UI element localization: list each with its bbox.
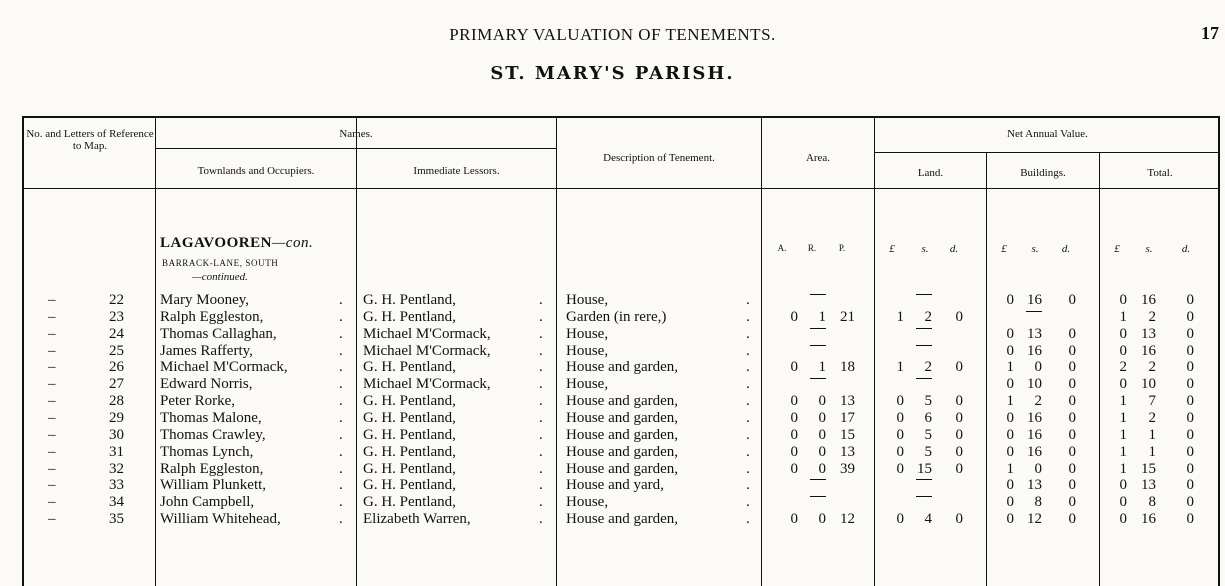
land-unit-label: s. — [921, 243, 929, 255]
row-leader-dot: . — [746, 309, 750, 325]
total-unit-label: d. — [1181, 243, 1191, 255]
total-value: 10 — [1141, 376, 1156, 392]
buildings-value: 1 — [1006, 461, 1014, 477]
lessor-name: G. H. Pentland, — [363, 359, 456, 375]
row-leader-dot: . — [539, 511, 543, 527]
total-unit-label: £ — [1114, 243, 1120, 255]
total-value: 13 — [1141, 477, 1156, 493]
row-leader-dot: . — [339, 309, 343, 325]
buildings-value: 0 — [1034, 461, 1042, 477]
land-value: 0 — [896, 410, 904, 426]
land-value: 0 — [955, 359, 963, 375]
tenement-description: House and garden, — [566, 511, 679, 527]
row-leader-dot: . — [339, 326, 343, 342]
land-value: 5 — [924, 393, 932, 409]
area-value: 15 — [840, 427, 855, 443]
land-value: 5 — [924, 427, 932, 443]
buildings-value: 1 — [1006, 359, 1014, 375]
total-value: 1 — [1148, 427, 1156, 443]
col-rule — [1099, 152, 1100, 586]
land-empty-dash — [916, 479, 932, 480]
area-value: 13 — [840, 444, 855, 460]
row-leader-dot: . — [539, 427, 543, 443]
total-value: 0 — [1119, 343, 1127, 359]
ref-column-header: No. and Letters of Reference to Map. — [26, 128, 154, 152]
row-leader-dot: . — [339, 461, 343, 477]
row-dash: – — [48, 427, 56, 443]
row-leader-dot: . — [746, 343, 750, 359]
total-value: 1 — [1119, 444, 1127, 460]
buildings-column-header: Buildings. — [1020, 167, 1066, 179]
total-value: 0 — [1119, 326, 1127, 342]
land-empty-dash — [916, 328, 932, 329]
buildings-value: 0 — [1068, 359, 1076, 375]
land-value: 0 — [955, 461, 963, 477]
row-dash: – — [48, 326, 56, 342]
townland-heading — [160, 235, 313, 251]
row-leader-dot: . — [339, 359, 343, 375]
total-value: 2 — [1148, 309, 1156, 325]
row-dash: – — [48, 292, 56, 308]
buildings-value: 13 — [1027, 477, 1042, 493]
running-title: PRIMARY VALUATION OF TENEMENTS. — [449, 25, 776, 44]
row-dash: – — [48, 511, 56, 527]
occupier-name: Thomas Malone, — [160, 410, 262, 426]
buildings-value: 0 — [1068, 292, 1076, 308]
row-leader-dot: . — [746, 477, 750, 493]
buildings-value: 0 — [1006, 444, 1014, 460]
buildings-value: 16 — [1027, 427, 1042, 443]
land-empty-dash — [916, 294, 932, 295]
total-value: 7 — [1148, 393, 1156, 409]
total-value: 15 — [1141, 461, 1156, 477]
area-empty-dash — [810, 496, 826, 497]
row-leader-dot: . — [539, 326, 543, 342]
row-leader-dot: . — [339, 343, 343, 359]
page-number: 17 — [1201, 23, 1219, 43]
land-value: 0 — [955, 410, 963, 426]
tenement-description: House, — [566, 494, 609, 510]
area-value: 0 — [818, 511, 826, 527]
total-value: 0 — [1186, 427, 1194, 443]
buildings-unit-label: d. — [1061, 243, 1071, 255]
total-value: 1 — [1119, 410, 1127, 426]
buildings-value: 0 — [1034, 359, 1042, 375]
land-value: 0 — [955, 393, 963, 409]
total-value: 0 — [1119, 376, 1127, 392]
area-value: 0 — [790, 359, 798, 375]
lessor-name: Elizabeth Warren, — [363, 511, 471, 527]
area-value: 0 — [790, 461, 798, 477]
total-value: 0 — [1186, 494, 1194, 510]
buildings-value: 0 — [1006, 410, 1014, 426]
total-value: 0 — [1186, 309, 1194, 325]
area-empty-dash — [810, 378, 826, 379]
occupier-name: Ralph Eggleston, — [160, 461, 264, 477]
total-value: 0 — [1186, 376, 1194, 392]
buildings-value: 8 — [1034, 494, 1042, 510]
tenement-description: House, — [566, 326, 609, 342]
land-value: 15 — [917, 461, 932, 477]
lessor-name: Michael M'Cormack, — [363, 376, 491, 392]
buildings-value: 10 — [1027, 376, 1042, 392]
land-empty-dash — [916, 378, 932, 379]
buildings-value: 12 — [1027, 511, 1042, 527]
row-leader-dot: . — [746, 326, 750, 342]
row-leader-dot: . — [746, 292, 750, 308]
row-ref-number: 28 — [109, 393, 124, 409]
buildings-value: 16 — [1027, 410, 1042, 426]
buildings-empty-dash — [1026, 311, 1042, 312]
row-leader-dot: . — [339, 376, 343, 392]
land-unit-label: d. — [949, 243, 959, 255]
area-value: 12 — [840, 511, 855, 527]
row-leader-dot: . — [539, 393, 543, 409]
row-dash: – — [48, 343, 56, 359]
row-ref-number: 24 — [109, 326, 124, 342]
buildings-value: 16 — [1027, 343, 1042, 359]
occupier-name: Edward Norris, — [160, 376, 253, 392]
area-value: 39 — [840, 461, 855, 477]
area-value: 0 — [818, 393, 826, 409]
area-value: 0 — [818, 427, 826, 443]
area-value: 0 — [790, 427, 798, 443]
total-value: 0 — [1186, 477, 1194, 493]
buildings-value: 1 — [1006, 393, 1014, 409]
occupier-name: Mary Mooney, — [160, 292, 250, 308]
lessor-name: Michael M'Cormack, — [363, 343, 491, 359]
area-value: 0 — [818, 444, 826, 460]
row-leader-dot: . — [539, 461, 543, 477]
row-leader-dot: . — [746, 444, 750, 460]
tenement-description: Garden (in rere,) — [566, 309, 667, 325]
row-leader-dot: . — [539, 494, 543, 510]
buildings-value: 0 — [1068, 343, 1076, 359]
valuation-table — [22, 116, 1220, 586]
row-leader-dot: . — [539, 410, 543, 426]
buildings-value: 0 — [1068, 393, 1076, 409]
row-leader-dot: . — [539, 309, 543, 325]
row-ref-number: 33 — [109, 477, 124, 493]
land-value: 0 — [896, 444, 904, 460]
lessor-name: G. H. Pentland, — [363, 393, 456, 409]
tenement-description: House and yard, — [566, 477, 664, 493]
land-value: 5 — [924, 444, 932, 460]
total-value: 0 — [1186, 461, 1194, 477]
occupier-name: Michael M'Cormack, — [160, 359, 288, 375]
buildings-value: 0 — [1006, 494, 1014, 510]
buildings-unit-label: s. — [1031, 243, 1039, 255]
row-ref-number: 26 — [109, 359, 124, 375]
area-value: 0 — [790, 309, 798, 325]
land-value: 0 — [896, 461, 904, 477]
total-value: 0 — [1119, 477, 1127, 493]
buildings-value: 0 — [1006, 376, 1014, 392]
tenement-description: House and garden, — [566, 444, 679, 460]
row-ref-number: 25 — [109, 343, 124, 359]
total-value: 1 — [1119, 461, 1127, 477]
tenement-description: House and garden, — [566, 393, 679, 409]
area-value: 0 — [818, 461, 826, 477]
buildings-unit-label: £ — [1001, 243, 1007, 255]
row-dash: – — [48, 393, 56, 409]
tenement-description: House, — [566, 292, 609, 308]
lessor-name: G. H. Pentland, — [363, 444, 456, 460]
area-empty-dash — [810, 345, 826, 346]
total-value: 1 — [1119, 427, 1127, 443]
buildings-value: 0 — [1006, 292, 1014, 308]
lessor-name: G. H. Pentland, — [363, 461, 456, 477]
row-dash: – — [48, 477, 56, 493]
land-value: 4 — [924, 511, 932, 527]
row-dash: – — [48, 444, 56, 460]
land-value: 2 — [924, 359, 932, 375]
land-value: 0 — [896, 511, 904, 527]
occupier-name: John Campbell, — [160, 494, 255, 510]
townlands-column-header: Townlands and Occupiers. — [197, 165, 315, 177]
buildings-value: 0 — [1006, 477, 1014, 493]
area-value: 0 — [790, 511, 798, 527]
row-leader-dot: . — [339, 427, 343, 443]
total-value: 0 — [1186, 444, 1194, 460]
row-leader-dot: . — [746, 511, 750, 527]
land-value: 0 — [955, 427, 963, 443]
row-leader-dot: . — [339, 292, 343, 308]
total-value: 0 — [1186, 326, 1194, 342]
lessor-name: G. H. Pentland, — [363, 427, 456, 443]
names-column-header: Names. — [339, 128, 373, 140]
area-value: 13 — [840, 393, 855, 409]
total-value: 16 — [1141, 511, 1156, 527]
area-empty-dash — [810, 294, 826, 295]
land-value: 0 — [955, 511, 963, 527]
occupier-name: Thomas Lynch, — [160, 444, 254, 460]
row-ref-number: 31 — [109, 444, 124, 460]
continued-note: —continued. — [192, 271, 248, 283]
area-value: 0 — [818, 410, 826, 426]
lessor-name: G. H. Pentland, — [363, 309, 456, 325]
area-value: 17 — [840, 410, 855, 426]
row-leader-dot: . — [339, 410, 343, 426]
total-unit-label: s. — [1145, 243, 1153, 255]
total-value: 0 — [1186, 359, 1194, 375]
land-empty-dash — [916, 345, 932, 346]
area-unit-label: P. — [838, 243, 846, 253]
buildings-value: 16 — [1027, 444, 1042, 460]
buildings-value: 13 — [1027, 326, 1042, 342]
occupier-name: William Plunkett, — [160, 477, 267, 493]
buildings-value: 0 — [1068, 376, 1076, 392]
header-rule — [155, 148, 556, 149]
occupier-name: William Whitehead, — [160, 511, 281, 527]
occupier-name: Thomas Callaghan, — [160, 326, 277, 342]
lessor-name: G. H. Pentland, — [363, 410, 456, 426]
occupier-name: Peter Rorke, — [160, 393, 235, 409]
tenement-description: House and garden, — [566, 427, 679, 443]
row-leader-dot: . — [746, 427, 750, 443]
buildings-value: 0 — [1068, 427, 1076, 443]
row-leader-dot: . — [339, 393, 343, 409]
land-value: 0 — [896, 427, 904, 443]
lessor-name: G. H. Pentland, — [363, 292, 456, 308]
land-value: 2 — [924, 309, 932, 325]
lessor-name: G. H. Pentland, — [363, 494, 456, 510]
occupier-name: Ralph Eggleston, — [160, 309, 264, 325]
area-value: 21 — [840, 309, 855, 325]
total-value: 16 — [1141, 292, 1156, 308]
buildings-value: 0 — [1068, 511, 1076, 527]
buildings-value: 0 — [1006, 326, 1014, 342]
buildings-value: 0 — [1068, 494, 1076, 510]
row-dash: – — [48, 461, 56, 477]
area-column-header: Area. — [805, 152, 831, 164]
land-empty-dash — [916, 496, 932, 497]
col-rule — [986, 152, 987, 586]
land-value: 1 — [896, 359, 904, 375]
area-value: 1 — [818, 359, 826, 375]
parish-title: ST. MARY'S PARISH. — [490, 63, 735, 84]
row-leader-dot: . — [746, 376, 750, 392]
land-unit-label: £ — [889, 243, 895, 255]
lessors-column-header: Immediate Lessors. — [413, 165, 500, 177]
row-ref-number: 35 — [109, 511, 124, 527]
row-dash: – — [48, 359, 56, 375]
tenement-description: House, — [566, 343, 609, 359]
row-ref-number: 32 — [109, 461, 124, 477]
row-leader-dot: . — [339, 511, 343, 527]
total-value: 2 — [1148, 410, 1156, 426]
total-column-header: Total. — [1147, 167, 1173, 179]
total-value: 0 — [1119, 292, 1127, 308]
description-column-header: Description of Tenement. — [603, 152, 715, 164]
total-value: 13 — [1141, 326, 1156, 342]
tenement-description: House, — [566, 376, 609, 392]
townland-suffix: —con. — [271, 235, 314, 251]
buildings-value: 0 — [1068, 326, 1076, 342]
land-value: 0 — [955, 444, 963, 460]
total-value: 0 — [1186, 511, 1194, 527]
area-value: 18 — [840, 359, 855, 375]
land-value: 0 — [955, 309, 963, 325]
header-bottom-rule — [24, 188, 1220, 189]
net-annual-value-header: Net Annual Value. — [1007, 128, 1088, 140]
area-value: 0 — [790, 444, 798, 460]
total-value: 0 — [1186, 292, 1194, 308]
row-ref-number: 27 — [109, 376, 124, 392]
area-unit-label: A. — [777, 243, 787, 253]
lessor-name: G. H. Pentland, — [363, 477, 456, 493]
row-leader-dot: . — [746, 494, 750, 510]
row-leader-dot: . — [539, 376, 543, 392]
row-ref-number: 22 — [109, 292, 124, 308]
area-unit-label: R. — [807, 243, 817, 253]
total-value: 1 — [1119, 309, 1127, 325]
land-value: 0 — [896, 393, 904, 409]
buildings-value: 0 — [1068, 444, 1076, 460]
buildings-value: 16 — [1027, 292, 1042, 308]
total-value: 8 — [1148, 494, 1156, 510]
area-empty-dash — [810, 479, 826, 480]
total-value: 0 — [1186, 410, 1194, 426]
tenement-description: House and garden, — [566, 359, 679, 375]
total-value: 16 — [1141, 343, 1156, 359]
row-ref-number: 23 — [109, 309, 124, 325]
buildings-value: 0 — [1068, 477, 1076, 493]
row-leader-dot: . — [539, 343, 543, 359]
area-value: 0 — [790, 410, 798, 426]
row-dash: – — [48, 494, 56, 510]
townland-name: LAGAVOOREN — [160, 235, 272, 251]
total-value: 2 — [1148, 359, 1156, 375]
buildings-value: 2 — [1034, 393, 1042, 409]
street-heading: BARRACK-LANE, SOUTH — [162, 258, 279, 268]
tenement-description: House and garden, — [566, 461, 679, 477]
row-leader-dot: . — [539, 359, 543, 375]
row-leader-dot: . — [746, 359, 750, 375]
row-dash: – — [48, 309, 56, 325]
row-ref-number: 34 — [109, 494, 124, 510]
land-column-header: Land. — [917, 167, 944, 179]
row-leader-dot: . — [746, 410, 750, 426]
total-value: 0 — [1186, 343, 1194, 359]
row-leader-dot: . — [746, 461, 750, 477]
row-dash: – — [48, 410, 56, 426]
row-leader-dot: . — [539, 292, 543, 308]
land-value: 6 — [924, 410, 932, 426]
land-value: 1 — [896, 309, 904, 325]
row-leader-dot: . — [339, 444, 343, 460]
occupier-name: James Rafferty, — [160, 343, 253, 359]
row-leader-dot: . — [339, 477, 343, 493]
total-value: 1 — [1148, 444, 1156, 460]
row-leader-dot: . — [339, 494, 343, 510]
row-leader-dot: . — [539, 477, 543, 493]
area-empty-dash — [810, 328, 826, 329]
buildings-value: 0 — [1006, 343, 1014, 359]
total-value: 0 — [1119, 511, 1127, 527]
total-value: 0 — [1186, 393, 1194, 409]
row-dash: – — [48, 376, 56, 392]
occupier-name: Thomas Crawley, — [160, 427, 266, 443]
area-value: 1 — [818, 309, 826, 325]
row-leader-dot: . — [539, 444, 543, 460]
lessor-name: Michael M'Cormack, — [363, 326, 491, 342]
buildings-value: 0 — [1006, 427, 1014, 443]
area-value: 0 — [790, 393, 798, 409]
buildings-value: 0 — [1006, 511, 1014, 527]
total-value: 0 — [1119, 494, 1127, 510]
row-leader-dot: . — [746, 393, 750, 409]
total-value: 2 — [1119, 359, 1127, 375]
row-ref-number: 29 — [109, 410, 124, 426]
total-value: 1 — [1119, 393, 1127, 409]
buildings-value: 0 — [1068, 410, 1076, 426]
header-rule — [874, 152, 1220, 153]
buildings-value: 0 — [1068, 461, 1076, 477]
row-ref-number: 30 — [109, 427, 124, 443]
tenement-description: House and garden, — [566, 410, 679, 426]
